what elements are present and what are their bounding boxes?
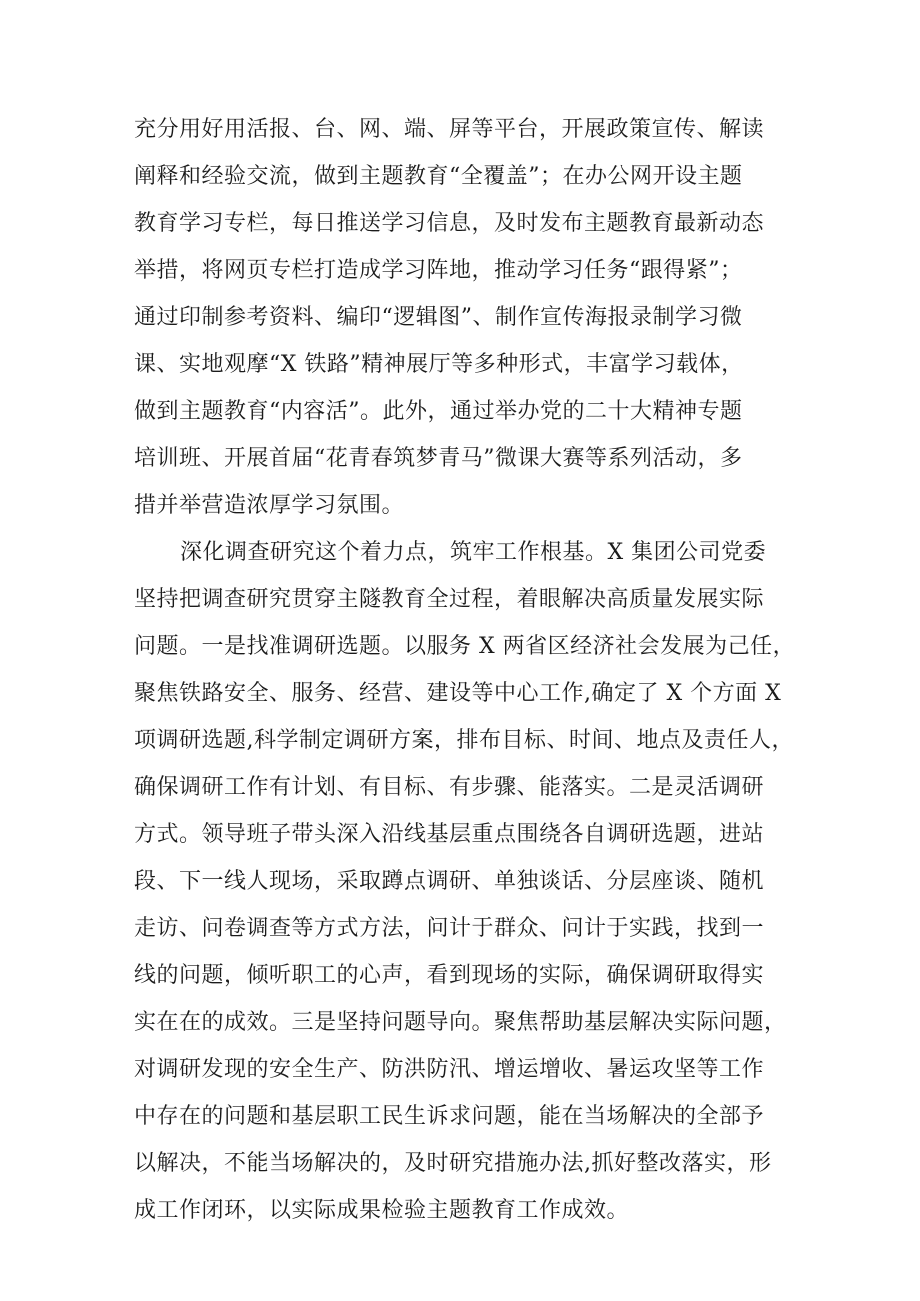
paragraph-line: 阐释和经验交流，做到主题教育“全覆盖”；在办公网开设主题 [134, 164, 743, 189]
paragraph-line: 通过印制参考资料、编印“逻辑图”、制作宣传海报录制学习微 [134, 305, 743, 330]
paragraph-line: 线的问题，倾听职工的心声，看到现场的实际，确保调研取得实 [134, 963, 765, 988]
paragraph-line: 深化调查研究这个着力点，筑牢工作根基。X 集团公司党委 [180, 540, 767, 565]
paragraph-line: 中存在的问题和基层职工民生诉求问题，能在当场解决的全部予 [134, 1104, 765, 1129]
paragraph-line: 实在在的成效。三是坚持问题导向。聚焦帮助基层解决实际问题， [134, 1010, 787, 1035]
paragraph-line: 措并举营造浓厚学习氛围。 [134, 493, 405, 518]
paragraph-line: 聚焦铁路安全、服务、经营、建设等中心工作,确定了 X 个方面 X [134, 681, 782, 706]
paragraph-line: 段、下一线人现场，采取蹲点调研、单独谈话、分层座谈、随机 [134, 869, 765, 894]
paragraph-line: 以解决，不能当场解决的，及时研究措施办法,抓好整改落实，形 [134, 1151, 772, 1176]
paragraph-line: 走访、问卷调查等方式方法，问计于群众、问计于实践，找到一 [134, 916, 765, 941]
paragraph-line: 举措，将网页专栏打造成学习阵地，推动学习任务“跟得紧”； [134, 258, 743, 283]
paragraph-line: 方式。领导班子带头深入沿线基层重点围绕各自调研选题，进站 [134, 822, 765, 847]
paragraph-line: 对调研发现的安全生产、防洪防汛、增运增收、暑运攻坚等工作 [134, 1057, 765, 1082]
paragraph-line: 问题。一是找准调研选题。以服务 X 两省区经济社会发展为己任， [134, 634, 796, 659]
paragraph-line: 培训班、开展首届“花青春筑梦青马”微课大赛等系列活动，多 [134, 446, 743, 471]
paragraph-line: 教育学习专栏，每日推送学习信息，及时发布主题教育最新动态 [134, 211, 765, 236]
paragraph-line: 确保调研工作有计划、有目标、有步骤、能落实。二是灵活调研 [134, 775, 765, 800]
paragraph-line: 做到主题教育“内容活”。此外，通过举办党的二十大精神专题 [134, 399, 743, 424]
paragraph-line: 成工作闭环，以实际成果检验主题教育工作成效。 [134, 1198, 630, 1223]
paragraph-line: 课、实地观摩“X 铁路”精神展厅等多种形式，丰富学习载体， [134, 352, 744, 377]
paragraph-line: 项调研选题,科学制定调研方案，排布目标、时间、地点及责任人， [134, 728, 794, 753]
paragraph-line: 坚持把调查研究贯穿主隧教育全过程，着眼解决高质量发展实际 [134, 587, 765, 612]
paragraph-line: 充分用好用活报、台、网、端、屏等平台，开展政策宣传、解读 [134, 117, 765, 142]
